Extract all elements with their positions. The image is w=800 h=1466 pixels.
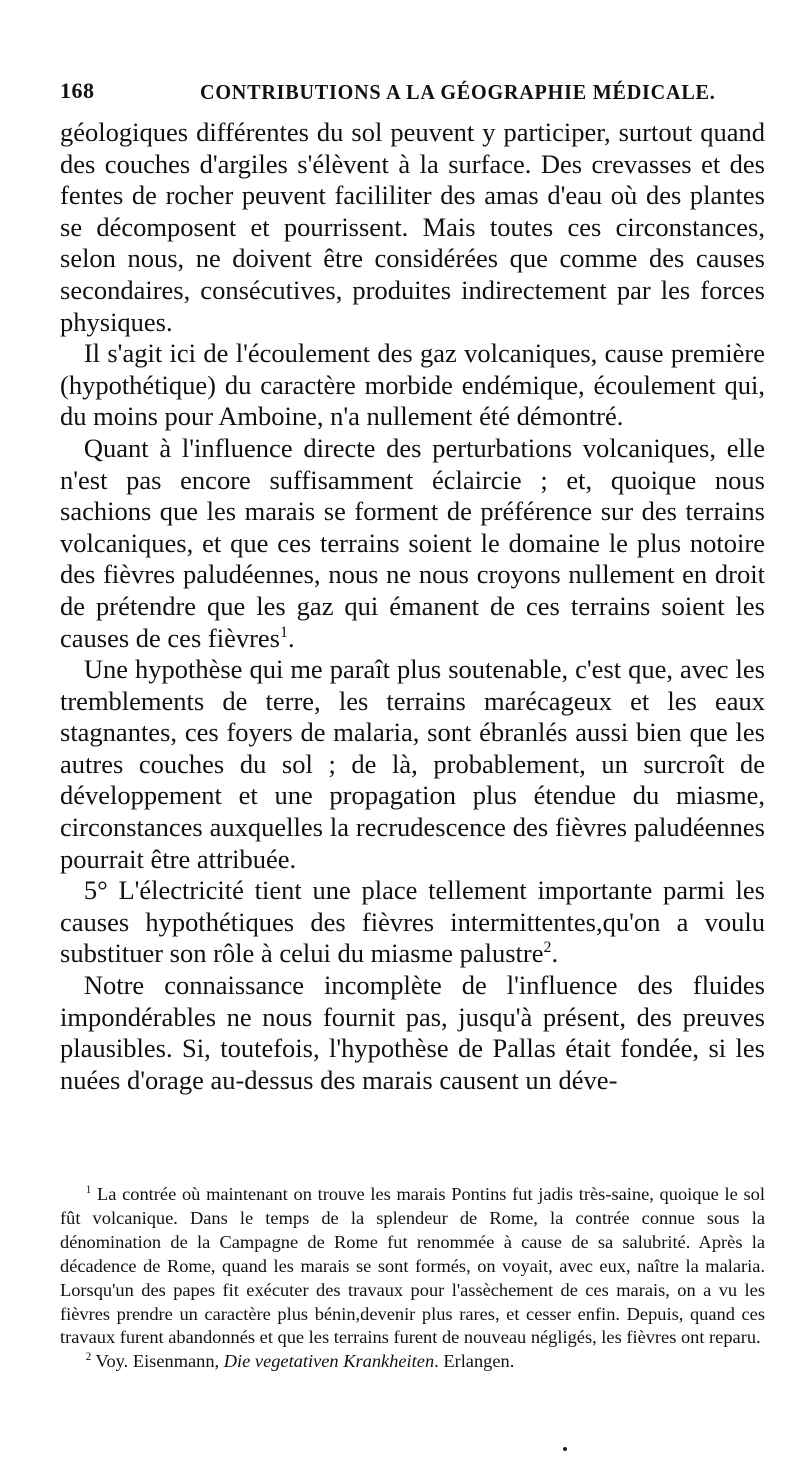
paragraph-5 — [60, 875, 765, 970]
paragraph-3-text: Quant à l'influence directe des perturbations volcaniques, elle n'est pas encore suffisamment éclaircie ; et, quoique nous sachions que les marais se forment de préférence sur des terrains volcaniques, et que ces terrains soient le domaine le plus notoire des fièvres paludéennes, nous ne nous croyons nullement en droit de prétendre que les gaz qui émanent de ces terrains soient les causes de ces fièvres — [60, 432, 765, 653]
main-text — [60, 117, 765, 1096]
paragraph-1 — [60, 117, 765, 338]
paragraph-6 — [60, 970, 765, 1096]
paragraph-4 — [60, 654, 765, 875]
footnote-2-prefix: Voy. Eisenmann, — [95, 1351, 224, 1372]
paragraph-5-text: 5° L'électricité tient une place tellement importante parmi les causes hypothétiques des fièvres intermittentes,qu'on a voulu substituer son rôle à celui du miasme palustre — [60, 875, 765, 969]
footnote-1-text: La contrée où maintenant on trouve les marais Pontins fut jadis très-saine, quoique le sol fût volcanique. Dans le temps de la splendeur de Rome, la contrée connue sous la dénomination de la Campagne de Rome fut renommée à cause de sa salubrité. Après la décadence de Rome, quand les marais se sont formés, on voyait, avec eux, naître la malaria. Lorsqu'un des papes fit exécuter des travaux pour l'assèchement de ces marais, on a vu les fièvres prendre un caractère plus bénin,devenir plus rares, et cesser enfin. Depuis, quand ces travaux furent abandonnés et que les terrains furent de nouveau négligés, les fièvres ont reparu. — [60, 1184, 765, 1348]
footnotes — [60, 1183, 765, 1374]
footnote-1-mark: 1 — [85, 1183, 92, 1196]
paragraph-4-text: Une hypothèse qui me paraît plus soutenable, c'est que, avec les tremblements de terre, les terrains marécageux et les eaux stagnantes, ces foyers de malaria, sont ébranlés aussi bien que les autres couches du sol ; de là, probablement, un surcroît de développement et une propagation plus étendue du miasme, circonstances auxquelles la recrudescence des fièvres paludéennes pourrait être attribuée. — [60, 654, 765, 874]
paragraph-1-text: géologiques différentes du sol peuvent y participer, surtout quand des couches d'argiles s'élèvent à la surface. Des crevasses et des fentes de rocher peuvent facililiter des amas d'eau où des plantes se décomposent et pourrissent. Mais toutes ces circonstances, selon nous, ne doivent être considérées que comme des causes secondaires, consécutives, produites indirectement par les forces physiques. — [60, 117, 765, 337]
footnote-ref-1[interactable]: 1 — [279, 623, 288, 641]
running-head: CONTRIBUTIONS A LA GÉOGRAPHIE MÉDICALE. — [200, 80, 716, 104]
footnote-2-mark: 2 — [85, 1351, 92, 1364]
page-header — [60, 78, 750, 112]
footnote-1 — [60, 1183, 765, 1350]
paragraph-6-text: Notre connaissance incomplète de l'influence des fluides impondérables ne nous fournit pas, jusqu'à présent, des preuves plausibles. Si, toutefois, l'hypothèse de Pallas était fondée, si les nuées d'orage au-dessus des marais causent un déve- — [60, 970, 765, 1095]
page-number: 168 — [60, 78, 95, 103]
footnote-ref-2[interactable]: 2 — [543, 939, 552, 957]
footnote-2 — [60, 1350, 765, 1374]
paragraph-2 — [60, 338, 765, 433]
paragraph-3 — [60, 433, 765, 654]
ink-speck — [563, 1447, 567, 1451]
paragraph-2-text: Il s'agit ici de l'écoulement des gaz volcaniques, cause première (hypothétique) du caractère morbide endémique, écoulement qui, du moins pour Amboine, n'a nullement été démontré. — [60, 338, 765, 432]
paragraph-3-tail: . — [287, 622, 295, 653]
footnote-2-title: Die vegetativen Krankheiten — [223, 1351, 435, 1372]
footnote-2-suffix: . Erlangen. — [434, 1351, 515, 1372]
paragraph-5-tail: . — [551, 938, 559, 969]
